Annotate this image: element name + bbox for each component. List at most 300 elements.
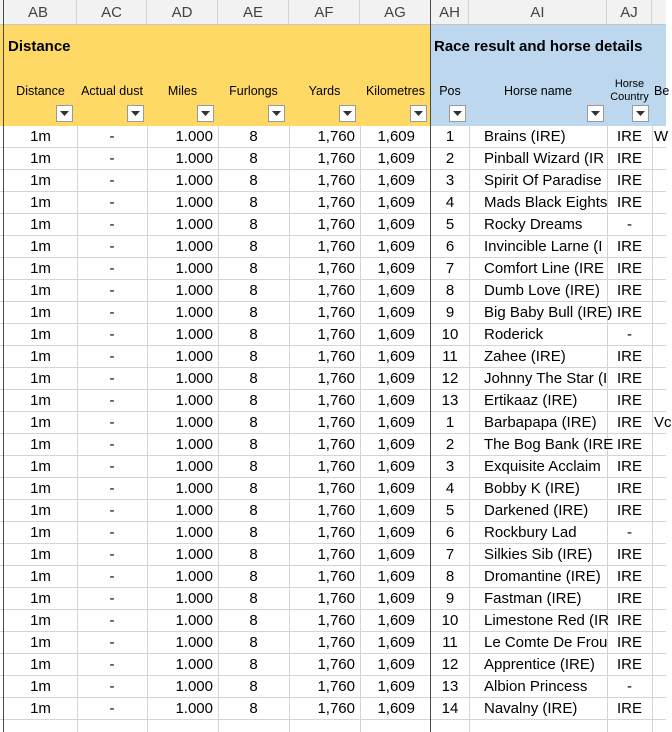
cell-distance[interactable]: 1m bbox=[30, 612, 51, 629]
cell-next-partial[interactable] bbox=[654, 434, 666, 455]
cell-furlongs[interactable]: 8 bbox=[249, 546, 258, 563]
cell-yards[interactable]: 1,760 bbox=[317, 524, 355, 541]
cell-kilometres[interactable]: 1,609 bbox=[377, 172, 415, 189]
cell-actual-dust[interactable]: - bbox=[109, 524, 115, 541]
cell-furlongs[interactable]: 8 bbox=[249, 590, 258, 607]
cell-miles[interactable]: 1.000 bbox=[175, 546, 213, 563]
cell-actual-dust[interactable]: - bbox=[109, 304, 115, 321]
cell-actual-dust[interactable]: - bbox=[109, 150, 115, 167]
header-miles: Miles bbox=[167, 83, 198, 98]
cell-horse-country[interactable]: IRE bbox=[616, 172, 642, 189]
cell-pos[interactable]: 10 bbox=[441, 326, 459, 343]
cell-horse-country[interactable]: IRE bbox=[616, 590, 642, 607]
cell-pos[interactable]: 6 bbox=[445, 238, 455, 255]
column-header-af[interactable]: AF bbox=[289, 0, 360, 24]
cell-furlongs[interactable]: 8 bbox=[249, 304, 258, 321]
cell-miles[interactable]: 1.000 bbox=[175, 524, 213, 541]
cell-distance[interactable]: 1m bbox=[30, 524, 51, 541]
cell-furlongs[interactable]: 8 bbox=[249, 634, 258, 651]
cell-actual-dust[interactable]: - bbox=[109, 590, 115, 607]
cell-kilometres[interactable]: 1,609 bbox=[377, 568, 415, 585]
column-header-ab[interactable]: AB bbox=[0, 0, 77, 24]
cell-miles[interactable]: 1.000 bbox=[175, 568, 213, 585]
cell-distance[interactable]: 1m bbox=[30, 370, 51, 387]
cell-yards[interactable]: 1,760 bbox=[317, 678, 355, 695]
cell-pos[interactable]: 5 bbox=[445, 502, 455, 519]
cell-miles[interactable]: 1.000 bbox=[175, 678, 213, 695]
cell-next-partial[interactable] bbox=[654, 390, 666, 411]
cell-next-partial[interactable] bbox=[654, 522, 666, 543]
cell-horse-country[interactable]: IRE bbox=[616, 502, 642, 519]
cell-pos[interactable]: 8 bbox=[445, 282, 455, 299]
cell-pos[interactable]: 7 bbox=[445, 546, 455, 563]
cell-horse-country[interactable]: IRE bbox=[616, 436, 642, 453]
cell-distance[interactable]: 1m bbox=[30, 238, 51, 255]
cell-distance[interactable]: 1m bbox=[30, 326, 51, 343]
cell-horse-name[interactable]: Fastman (IRE) bbox=[484, 590, 582, 607]
cell-yards[interactable]: 1,760 bbox=[317, 502, 355, 519]
cell-distance[interactable]: 1m bbox=[30, 150, 51, 167]
cell-next-partial[interactable] bbox=[654, 456, 666, 477]
filter-dropdown-kilometres[interactable] bbox=[410, 105, 427, 122]
cell-yards[interactable]: 1,760 bbox=[317, 348, 355, 365]
cell-furlongs[interactable]: 8 bbox=[249, 700, 258, 717]
cell-horse-country[interactable]: - bbox=[627, 216, 632, 233]
cell-distance[interactable]: 1m bbox=[30, 480, 51, 497]
cell-actual-dust[interactable]: - bbox=[109, 260, 115, 277]
cell-kilometres[interactable]: 1,609 bbox=[377, 656, 415, 673]
cell-horse-name[interactable]: Dromantine (IRE) bbox=[484, 568, 601, 585]
cell-yards[interactable]: 1,760 bbox=[317, 304, 355, 321]
cell-furlongs[interactable]: 8 bbox=[249, 524, 258, 541]
cell-pos[interactable]: 12 bbox=[441, 656, 459, 673]
cell-furlongs[interactable]: 8 bbox=[249, 370, 258, 387]
cell-miles[interactable]: 1.000 bbox=[175, 128, 213, 145]
cell-kilometres[interactable]: 1,609 bbox=[377, 260, 415, 277]
cell-next-partial[interactable] bbox=[654, 478, 666, 499]
cell-yards[interactable]: 1,760 bbox=[317, 546, 355, 563]
column-header-ae[interactable]: AE bbox=[218, 0, 289, 24]
cell-horse-name[interactable]: Bobby K (IRE) bbox=[484, 480, 580, 497]
cell-miles[interactable]: 1.000 bbox=[175, 304, 213, 321]
cell-kilometres[interactable]: 1,609 bbox=[377, 304, 415, 321]
cell-furlongs[interactable]: 8 bbox=[249, 502, 258, 519]
cell-kilometres[interactable]: 1,609 bbox=[377, 678, 415, 695]
cell-distance[interactable]: 1m bbox=[30, 590, 51, 607]
cell-next-partial[interactable] bbox=[654, 698, 666, 719]
cell-horse-country[interactable]: IRE bbox=[616, 304, 642, 321]
cell-actual-dust[interactable]: - bbox=[109, 414, 115, 431]
cell-horse-country[interactable]: IRE bbox=[616, 260, 642, 277]
cell-furlongs[interactable]: 8 bbox=[249, 238, 258, 255]
cell-horse-country[interactable]: IRE bbox=[616, 480, 642, 497]
cell-miles[interactable]: 1.000 bbox=[175, 150, 213, 167]
cell-actual-dust[interactable]: - bbox=[109, 238, 115, 255]
cell-actual-dust[interactable]: - bbox=[109, 612, 115, 629]
cell-pos[interactable]: 4 bbox=[445, 480, 455, 497]
cell-pos[interactable]: 2 bbox=[445, 150, 455, 167]
cell-pos[interactable]: 11 bbox=[442, 348, 458, 365]
cell-distance[interactable]: 1m bbox=[30, 700, 51, 717]
cell-kilometres[interactable]: 1,609 bbox=[377, 150, 415, 167]
cell-actual-dust[interactable]: - bbox=[109, 546, 115, 563]
cell-kilometres[interactable]: 1,609 bbox=[377, 194, 415, 211]
cell-furlongs[interactable]: 8 bbox=[249, 348, 258, 365]
cell-pos[interactable]: 13 bbox=[441, 392, 459, 409]
cell-pos[interactable]: 8 bbox=[445, 568, 455, 585]
table-row bbox=[0, 390, 666, 412]
cell-horse-country[interactable]: IRE bbox=[616, 370, 642, 387]
cell-miles[interactable]: 1.000 bbox=[175, 656, 213, 673]
cell-kilometres[interactable]: 1,609 bbox=[377, 524, 415, 541]
column-header-aj[interactable]: AJ bbox=[607, 0, 652, 24]
cell-kilometres[interactable]: 1,609 bbox=[377, 392, 415, 409]
cell-horse-name[interactable]: Rockbury Lad bbox=[484, 524, 577, 541]
cell-actual-dust[interactable]: - bbox=[109, 194, 115, 211]
cell-distance[interactable]: 1m bbox=[30, 260, 51, 277]
cell-horse-country[interactable]: IRE bbox=[616, 634, 642, 651]
cell-miles[interactable]: 1.000 bbox=[175, 392, 213, 409]
cell-kilometres[interactable]: 1,609 bbox=[377, 546, 415, 563]
cell-horse-name[interactable]: Pinball Wizard (IR bbox=[484, 150, 605, 167]
column-header-ah[interactable]: AH bbox=[431, 0, 469, 24]
cell-distance[interactable]: 1m bbox=[30, 458, 51, 475]
cell-yards[interactable]: 1,760 bbox=[317, 414, 355, 431]
cell-horse-country[interactable]: IRE bbox=[616, 238, 642, 255]
cell-kilometres[interactable]: 1,609 bbox=[377, 414, 415, 431]
cell-next-partial[interactable] bbox=[654, 280, 666, 301]
header-actual-dust: Actual dust bbox=[81, 83, 143, 98]
cell-furlongs[interactable]: 8 bbox=[249, 436, 258, 453]
cell-kilometres[interactable]: 1,609 bbox=[377, 216, 415, 233]
cell-horse-name[interactable]: Barbapapa (IRE) bbox=[484, 414, 597, 431]
cell-actual-dust[interactable]: - bbox=[109, 370, 115, 387]
cell-actual-dust[interactable]: - bbox=[109, 128, 115, 145]
cell-yards[interactable]: 1,760 bbox=[317, 700, 355, 717]
filter-dropdown-distance[interactable] bbox=[56, 105, 73, 122]
cell-horse-name[interactable]: Albion Princess bbox=[484, 678, 588, 695]
cell-actual-dust[interactable]: - bbox=[109, 678, 115, 695]
cell-pos[interactable]: 1 bbox=[445, 414, 455, 431]
cell-yards[interactable]: 1,760 bbox=[317, 216, 355, 233]
cell-yards[interactable]: 1,760 bbox=[317, 634, 355, 651]
cell-horse-country[interactable]: IRE bbox=[616, 546, 642, 563]
cell-yards[interactable]: 1,760 bbox=[317, 194, 355, 211]
cell-distance[interactable]: 1m bbox=[30, 304, 51, 321]
cell-pos[interactable]: 10 bbox=[441, 612, 459, 629]
cell-furlongs[interactable]: 8 bbox=[249, 458, 258, 475]
cell-next-partial[interactable] bbox=[654, 236, 666, 257]
column-header-ad[interactable]: AD bbox=[147, 0, 218, 24]
cell-miles[interactable]: 1.000 bbox=[175, 172, 213, 189]
column-header-ac[interactable]: AC bbox=[77, 0, 147, 24]
header-next-partial: Be bbox=[654, 83, 670, 98]
cell-horse-name[interactable]: Ertikaaz (IRE) bbox=[484, 392, 578, 409]
cell-horse-name[interactable]: Le Comte De Frou bbox=[484, 634, 608, 651]
cell-pos[interactable]: 12 bbox=[441, 370, 459, 387]
cell-yards[interactable]: 1,760 bbox=[317, 656, 355, 673]
cell-kilometres[interactable]: 1,609 bbox=[377, 238, 415, 255]
cell-furlongs[interactable]: 8 bbox=[249, 656, 258, 673]
cell-actual-dust[interactable]: - bbox=[109, 282, 115, 299]
cell-yards[interactable]: 1,760 bbox=[317, 172, 355, 189]
cell-distance[interactable]: 1m bbox=[30, 348, 51, 365]
cell-miles[interactable]: 1.000 bbox=[175, 260, 213, 277]
cell-miles[interactable]: 1.000 bbox=[175, 480, 213, 497]
cell-next-partial[interactable] bbox=[654, 368, 666, 389]
cell-pos[interactable]: 7 bbox=[445, 260, 455, 277]
cell-furlongs[interactable]: 8 bbox=[249, 326, 258, 343]
cell-pos[interactable]: 1 bbox=[445, 128, 455, 145]
cell-actual-dust[interactable]: - bbox=[109, 480, 115, 497]
cell-actual-dust[interactable]: - bbox=[109, 700, 115, 717]
cell-miles[interactable]: 1.000 bbox=[175, 348, 213, 365]
cell-horse-name[interactable]: Dumb Love (IRE) bbox=[484, 282, 600, 299]
cell-pos[interactable]: 13 bbox=[441, 678, 459, 695]
cell-miles[interactable]: 1.000 bbox=[175, 502, 213, 519]
cell-horse-country[interactable]: IRE bbox=[616, 128, 642, 145]
cell-kilometres[interactable]: 1,609 bbox=[377, 480, 415, 497]
cell-yards[interactable]: 1,760 bbox=[317, 480, 355, 497]
cell-furlongs[interactable]: 8 bbox=[249, 150, 258, 167]
cell-miles[interactable]: 1.000 bbox=[175, 414, 213, 431]
cell-horse-country[interactable]: IRE bbox=[616, 150, 642, 167]
cell-yards[interactable]: 1,760 bbox=[317, 282, 355, 299]
cell-next-partial[interactable] bbox=[654, 610, 666, 631]
cell-horse-name[interactable]: Big Baby Bull (IRE) bbox=[484, 304, 613, 321]
cell-distance[interactable]: 1m bbox=[30, 568, 51, 585]
cell-miles[interactable]: 1.000 bbox=[175, 282, 213, 299]
cell-kilometres[interactable]: 1,609 bbox=[377, 634, 415, 651]
cell-furlongs[interactable]: 8 bbox=[249, 392, 258, 409]
cell-yards[interactable]: 1,760 bbox=[317, 458, 355, 475]
cell-next-partial[interactable]: W bbox=[654, 128, 669, 145]
cell-kilometres[interactable]: 1,609 bbox=[377, 370, 415, 387]
cell-horse-country[interactable]: - bbox=[627, 678, 632, 695]
cell-horse-name[interactable]: Exquisite Acclaim bbox=[484, 458, 601, 475]
cell-next-partial[interactable] bbox=[654, 302, 666, 323]
cell-miles[interactable]: 1.000 bbox=[175, 436, 213, 453]
cell-yards[interactable]: 1,760 bbox=[317, 392, 355, 409]
cell-horse-country[interactable]: IRE bbox=[616, 282, 642, 299]
cell-yards[interactable]: 1,760 bbox=[317, 436, 355, 453]
cell-next-partial[interactable] bbox=[654, 544, 666, 565]
filter-dropdown-miles[interactable] bbox=[197, 105, 214, 122]
cell-horse-country[interactable]: IRE bbox=[616, 458, 642, 475]
cell-actual-dust[interactable]: - bbox=[109, 656, 115, 673]
filter-dropdown-horse-name[interactable] bbox=[587, 105, 604, 122]
cell-furlongs[interactable]: 8 bbox=[249, 260, 258, 277]
cell-furlongs[interactable]: 8 bbox=[249, 282, 258, 299]
cell-pos[interactable]: 2 bbox=[445, 436, 455, 453]
cell-yards[interactable]: 1,760 bbox=[317, 238, 355, 255]
filter-dropdown-pos[interactable] bbox=[449, 105, 466, 122]
cell-actual-dust[interactable]: - bbox=[109, 348, 115, 365]
cell-yards[interactable]: 1,760 bbox=[317, 128, 355, 145]
cell-miles[interactable]: 1.000 bbox=[175, 634, 213, 651]
dropdown-arrow-icon bbox=[636, 111, 645, 116]
cell-next-partial[interactable] bbox=[654, 654, 666, 675]
cell-horse-name[interactable]: Zahee (IRE) bbox=[484, 348, 566, 365]
cell-actual-dust[interactable]: - bbox=[109, 216, 115, 233]
cell-horse-country[interactable]: IRE bbox=[616, 656, 642, 673]
cell-furlongs[interactable]: 8 bbox=[249, 568, 258, 585]
cell-miles[interactable]: 1.000 bbox=[175, 700, 213, 717]
cell-miles[interactable]: 1.000 bbox=[175, 326, 213, 343]
cell-distance[interactable]: 1m bbox=[30, 678, 51, 695]
cell-next-partial[interactable] bbox=[654, 148, 666, 169]
cell-pos[interactable]: 9 bbox=[445, 304, 455, 321]
cell-distance[interactable]: 1m bbox=[30, 128, 51, 145]
cell-horse-name[interactable]: Silkies Sib (IRE) bbox=[484, 546, 593, 563]
cell-kilometres[interactable]: 1,609 bbox=[377, 128, 415, 145]
cell-miles[interactable]: 1.000 bbox=[175, 612, 213, 629]
cell-actual-dust[interactable]: - bbox=[109, 634, 115, 651]
cell-horse-name[interactable]: Comfort Line (IRE bbox=[484, 260, 605, 277]
cell-furlongs[interactable]: 8 bbox=[249, 678, 258, 695]
cell-next-partial[interactable] bbox=[654, 324, 666, 345]
cell-pos[interactable]: 5 bbox=[445, 216, 455, 233]
cell-horse-country[interactable]: - bbox=[627, 326, 632, 343]
filter-dropdown-horse-country[interactable] bbox=[632, 105, 649, 122]
cell-horse-name[interactable]: Roderick bbox=[484, 326, 544, 343]
cell-furlongs[interactable]: 8 bbox=[249, 480, 258, 497]
cell-yards[interactable]: 1,760 bbox=[317, 150, 355, 167]
cell-kilometres[interactable]: 1,609 bbox=[377, 282, 415, 299]
cell-next-partial[interactable] bbox=[654, 214, 666, 235]
cell-horse-name[interactable]: Spirit Of Paradise bbox=[484, 172, 602, 189]
cell-yards[interactable]: 1,760 bbox=[317, 568, 355, 585]
cell-actual-dust[interactable]: - bbox=[109, 458, 115, 475]
cell-distance[interactable]: 1m bbox=[30, 656, 51, 673]
cell-next-partial[interactable]: Vc bbox=[654, 414, 672, 431]
cell-horse-country[interactable]: IRE bbox=[616, 568, 642, 585]
cell-pos[interactable]: 14 bbox=[441, 700, 459, 717]
cell-horse-country[interactable]: IRE bbox=[616, 194, 642, 211]
cell-horse-country[interactable]: IRE bbox=[616, 414, 642, 431]
cell-next-partial[interactable] bbox=[654, 500, 666, 521]
cell-kilometres[interactable]: 1,609 bbox=[377, 612, 415, 629]
column-header-ag[interactable]: AG bbox=[360, 0, 431, 24]
cell-distance[interactable]: 1m bbox=[30, 392, 51, 409]
cell-kilometres[interactable]: 1,609 bbox=[377, 502, 415, 519]
cell-kilometres[interactable]: 1,609 bbox=[377, 326, 415, 343]
cell-horse-name[interactable]: Limestone Red (IR bbox=[484, 612, 610, 629]
cell-horse-country[interactable]: IRE bbox=[616, 392, 642, 409]
header-pos: Pos bbox=[439, 83, 461, 98]
cell-distance[interactable]: 1m bbox=[30, 436, 51, 453]
cell-furlongs[interactable]: 8 bbox=[249, 172, 258, 189]
cell-distance[interactable]: 1m bbox=[30, 194, 51, 211]
filter-dropdown-yards[interactable] bbox=[339, 105, 356, 122]
cell-horse-name[interactable]: Mads Black Eights bbox=[484, 194, 608, 211]
cell-yards[interactable]: 1,760 bbox=[317, 590, 355, 607]
cell-horse-name[interactable]: Brains (IRE) bbox=[484, 128, 566, 145]
cell-kilometres[interactable]: 1,609 bbox=[377, 590, 415, 607]
cell-miles[interactable]: 1.000 bbox=[175, 590, 213, 607]
cell-pos[interactable]: 6 bbox=[445, 524, 455, 541]
cell-actual-dust[interactable]: - bbox=[109, 392, 115, 409]
dropdown-arrow-icon bbox=[453, 111, 462, 116]
cell-miles[interactable]: 1.000 bbox=[175, 194, 213, 211]
filter-dropdown-furlongs[interactable] bbox=[268, 105, 285, 122]
cell-miles[interactable]: 1.000 bbox=[175, 370, 213, 387]
cell-actual-dust[interactable]: - bbox=[109, 326, 115, 343]
column-header-partial[interactable] bbox=[652, 0, 666, 24]
cell-kilometres[interactable]: 1,609 bbox=[377, 458, 415, 475]
cell-horse-name[interactable]: Apprentice (IRE) bbox=[484, 656, 595, 673]
cell-horse-name[interactable]: Rocky Dreams bbox=[484, 216, 583, 233]
dropdown-arrow-icon bbox=[201, 111, 210, 116]
cell-actual-dust[interactable]: - bbox=[109, 172, 115, 189]
cell-horse-name[interactable]: Navalny (IRE) bbox=[484, 700, 578, 717]
cell-next-partial[interactable] bbox=[654, 588, 666, 609]
column-header-ai[interactable]: AI bbox=[469, 0, 607, 24]
cell-horse-name[interactable]: Invincible Larne (I bbox=[484, 238, 603, 255]
cell-pos[interactable]: 9 bbox=[445, 590, 455, 607]
cell-furlongs[interactable]: 8 bbox=[249, 128, 258, 145]
cell-pos[interactable]: 3 bbox=[445, 172, 455, 189]
cell-furlongs[interactable]: 8 bbox=[249, 612, 258, 629]
cell-next-partial[interactable] bbox=[654, 258, 666, 279]
cell-next-partial[interactable] bbox=[654, 170, 666, 191]
cell-pos[interactable]: 4 bbox=[445, 194, 455, 211]
cell-horse-country[interactable]: - bbox=[627, 524, 632, 541]
header-horse-country-line2: Country bbox=[610, 91, 649, 103]
cell-horse-country[interactable]: IRE bbox=[616, 700, 642, 717]
cell-kilometres[interactable]: 1,609 bbox=[377, 700, 415, 717]
cell-horse-country[interactable]: IRE bbox=[616, 348, 642, 365]
cell-horse-country[interactable]: IRE bbox=[616, 612, 642, 629]
cell-actual-dust[interactable]: - bbox=[109, 436, 115, 453]
cell-furlongs[interactable]: 8 bbox=[249, 194, 258, 211]
cell-yards[interactable]: 1,760 bbox=[317, 260, 355, 277]
cell-furlongs[interactable]: 8 bbox=[249, 216, 258, 233]
cell-actual-dust[interactable]: - bbox=[109, 502, 115, 519]
cell-distance[interactable]: 1m bbox=[30, 282, 51, 299]
cell-horse-name[interactable]: Darkened (IRE) bbox=[484, 502, 589, 519]
cell-next-partial[interactable] bbox=[654, 676, 666, 697]
cell-distance[interactable]: 1m bbox=[30, 414, 51, 431]
cell-horse-name[interactable]: Johnny The Star (I bbox=[484, 370, 608, 387]
cell-next-partial[interactable] bbox=[654, 346, 666, 367]
cell-distance[interactable]: 1m bbox=[30, 502, 51, 519]
cell-miles[interactable]: 1.000 bbox=[175, 238, 213, 255]
cell-miles[interactable]: 1.000 bbox=[175, 458, 213, 475]
cell-distance[interactable]: 1m bbox=[30, 634, 51, 651]
cell-kilometres[interactable]: 1,609 bbox=[377, 348, 415, 365]
cell-furlongs[interactable]: 8 bbox=[249, 414, 258, 431]
cell-kilometres[interactable]: 1,609 bbox=[377, 436, 415, 453]
cell-next-partial[interactable] bbox=[654, 632, 666, 653]
cell-distance[interactable]: 1m bbox=[30, 546, 51, 563]
cell-yards[interactable]: 1,760 bbox=[317, 370, 355, 387]
cell-pos[interactable]: 11 bbox=[442, 634, 458, 651]
filter-dropdown-actual-dust[interactable] bbox=[127, 105, 144, 122]
cell-miles[interactable]: 1.000 bbox=[175, 216, 213, 233]
dropdown-arrow-icon bbox=[343, 111, 352, 116]
cell-yards[interactable]: 1,760 bbox=[317, 612, 355, 629]
cell-actual-dust[interactable]: - bbox=[109, 568, 115, 585]
cell-next-partial[interactable] bbox=[654, 192, 666, 213]
cell-distance[interactable]: 1m bbox=[30, 172, 51, 189]
cell-horse-name[interactable]: The Bog Bank (IRE bbox=[484, 436, 614, 453]
cell-yards[interactable]: 1,760 bbox=[317, 326, 355, 343]
cell-distance[interactable]: 1m bbox=[30, 216, 51, 233]
cell-next-partial[interactable] bbox=[654, 566, 666, 587]
cell-pos[interactable]: 3 bbox=[445, 458, 455, 475]
race-section-title: Race result and horse details bbox=[434, 38, 643, 55]
